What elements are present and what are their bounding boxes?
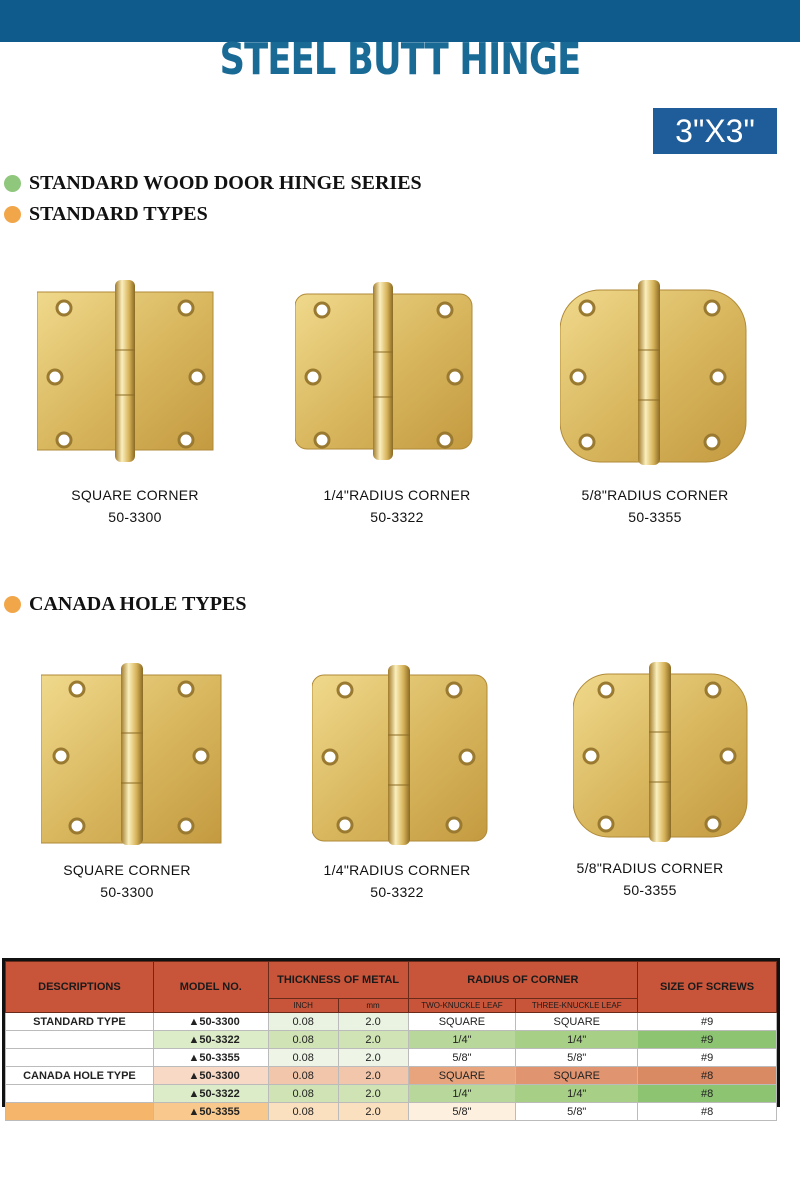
standard-five-eighths-caption: 5/8"RADIUS CORNER 50-3355 — [581, 487, 729, 525]
col-mm: mm — [338, 999, 408, 1013]
cell-inch: 0.08 — [268, 1085, 338, 1103]
cell-model: ▲50-3355 — [153, 1103, 268, 1121]
cell-model: ▲50-3300 — [153, 1067, 268, 1085]
table-row — [6, 1085, 777, 1103]
canada-five-eighths-caption: 5/8"RADIUS CORNER 50-3355 — [576, 860, 724, 898]
standard-square-caption: SQUARE CORNER 50-3300 — [71, 487, 199, 525]
cell-three: 1/4" — [516, 1085, 638, 1103]
green-bullet-icon — [4, 175, 21, 192]
cell-mm: 2.0 — [338, 1067, 408, 1085]
cell-desc — [6, 1031, 154, 1049]
cell-three: SQUARE — [516, 1013, 638, 1031]
cell-desc: STANDARD TYPE — [6, 1013, 154, 1031]
canada-types-heading: CANADA HOLE TYPES — [4, 593, 246, 616]
cell-two: SQUARE — [408, 1067, 516, 1085]
cell-three: 5/8" — [516, 1049, 638, 1067]
col-model: MODEL NO. — [153, 962, 268, 1013]
table-row — [6, 1013, 777, 1031]
cell-model: ▲50-3355 — [153, 1049, 268, 1067]
cell-inch: 0.08 — [268, 1013, 338, 1031]
cell-screw: #8 — [638, 1103, 777, 1121]
cell-inch: 0.08 — [268, 1103, 338, 1121]
cell-mm: 2.0 — [338, 1085, 408, 1103]
table-row — [6, 1067, 777, 1085]
standard-types-heading: STANDARD TYPES — [4, 203, 208, 226]
cell-mm: 2.0 — [338, 1031, 408, 1049]
cell-mm: 2.0 — [338, 1013, 408, 1031]
canada-quarter-caption: 1/4"RADIUS CORNER 50-3322 — [323, 862, 471, 900]
cell-model: ▲50-3322 — [153, 1085, 268, 1103]
canada-square-caption: SQUARE CORNER 50-3300 — [63, 862, 191, 900]
cell-two: 1/4" — [408, 1031, 516, 1049]
spec-table — [2, 958, 780, 1118]
col-three-knuckle: THREE-KNUCKLE LEAF — [516, 999, 638, 1013]
cell-screw: #9 — [638, 1013, 777, 1031]
orange-bullet-icon — [4, 206, 21, 223]
cell-three: 5/8" — [516, 1103, 638, 1121]
table-row — [6, 1103, 777, 1121]
col-thickness: THICKNESS OF METAL — [268, 962, 408, 999]
canada-hinge-quarter-radius-image — [312, 665, 488, 845]
cell-two: 5/8" — [408, 1103, 516, 1121]
orange-bullet-icon — [4, 596, 21, 613]
standard-quarter-caption: 1/4"RADIUS CORNER 50-3322 — [323, 487, 471, 525]
hinge-square-corner-image — [37, 280, 215, 462]
canada-hinge-five-eighths-radius-image — [573, 662, 749, 842]
cell-inch: 0.08 — [268, 1031, 338, 1049]
table-row — [6, 1049, 777, 1067]
cell-screw: #8 — [638, 1067, 777, 1085]
col-inch: INCH — [268, 999, 338, 1013]
col-screws: SIZE OF SCREWS — [638, 962, 777, 1013]
col-descriptions: DESCRIPTIONS — [6, 962, 154, 1013]
series-heading: STANDARD WOOD DOOR HINGE SERIES — [4, 172, 422, 195]
cell-screw: #8 — [638, 1085, 777, 1103]
size-badge: 3"X3" — [653, 108, 777, 154]
cell-three: 1/4" — [516, 1031, 638, 1049]
cell-model: ▲50-3300 — [153, 1013, 268, 1031]
table-row — [6, 1031, 777, 1049]
cell-mm: 2.0 — [338, 1103, 408, 1121]
hinge-quarter-radius-image — [295, 282, 473, 460]
col-two-knuckle: TWO-KNUCKLE LEAF — [408, 999, 516, 1013]
cell-two: 1/4" — [408, 1085, 516, 1103]
hinge-five-eighths-radius-image — [560, 280, 748, 465]
col-radius: RADIUS OF CORNER — [408, 962, 638, 999]
cell-screw: #9 — [638, 1031, 777, 1049]
cell-mm: 2.0 — [338, 1049, 408, 1067]
cell-desc: CANADA HOLE TYPE — [6, 1067, 154, 1085]
cell-model: ▲50-3322 — [153, 1031, 268, 1049]
cell-inch: 0.08 — [268, 1067, 338, 1085]
cell-desc — [6, 1085, 154, 1103]
cell-three: SQUARE — [516, 1067, 638, 1085]
cell-two: 5/8" — [408, 1049, 516, 1067]
cell-screw: #9 — [638, 1049, 777, 1067]
canada-hinge-square-corner-image — [41, 663, 223, 845]
cell-two: SQUARE — [408, 1013, 516, 1031]
page-title: STEEL BUTT HINGE — [219, 34, 581, 85]
cell-inch: 0.08 — [268, 1049, 338, 1067]
cell-desc — [6, 1049, 154, 1067]
cell-desc — [6, 1103, 154, 1121]
